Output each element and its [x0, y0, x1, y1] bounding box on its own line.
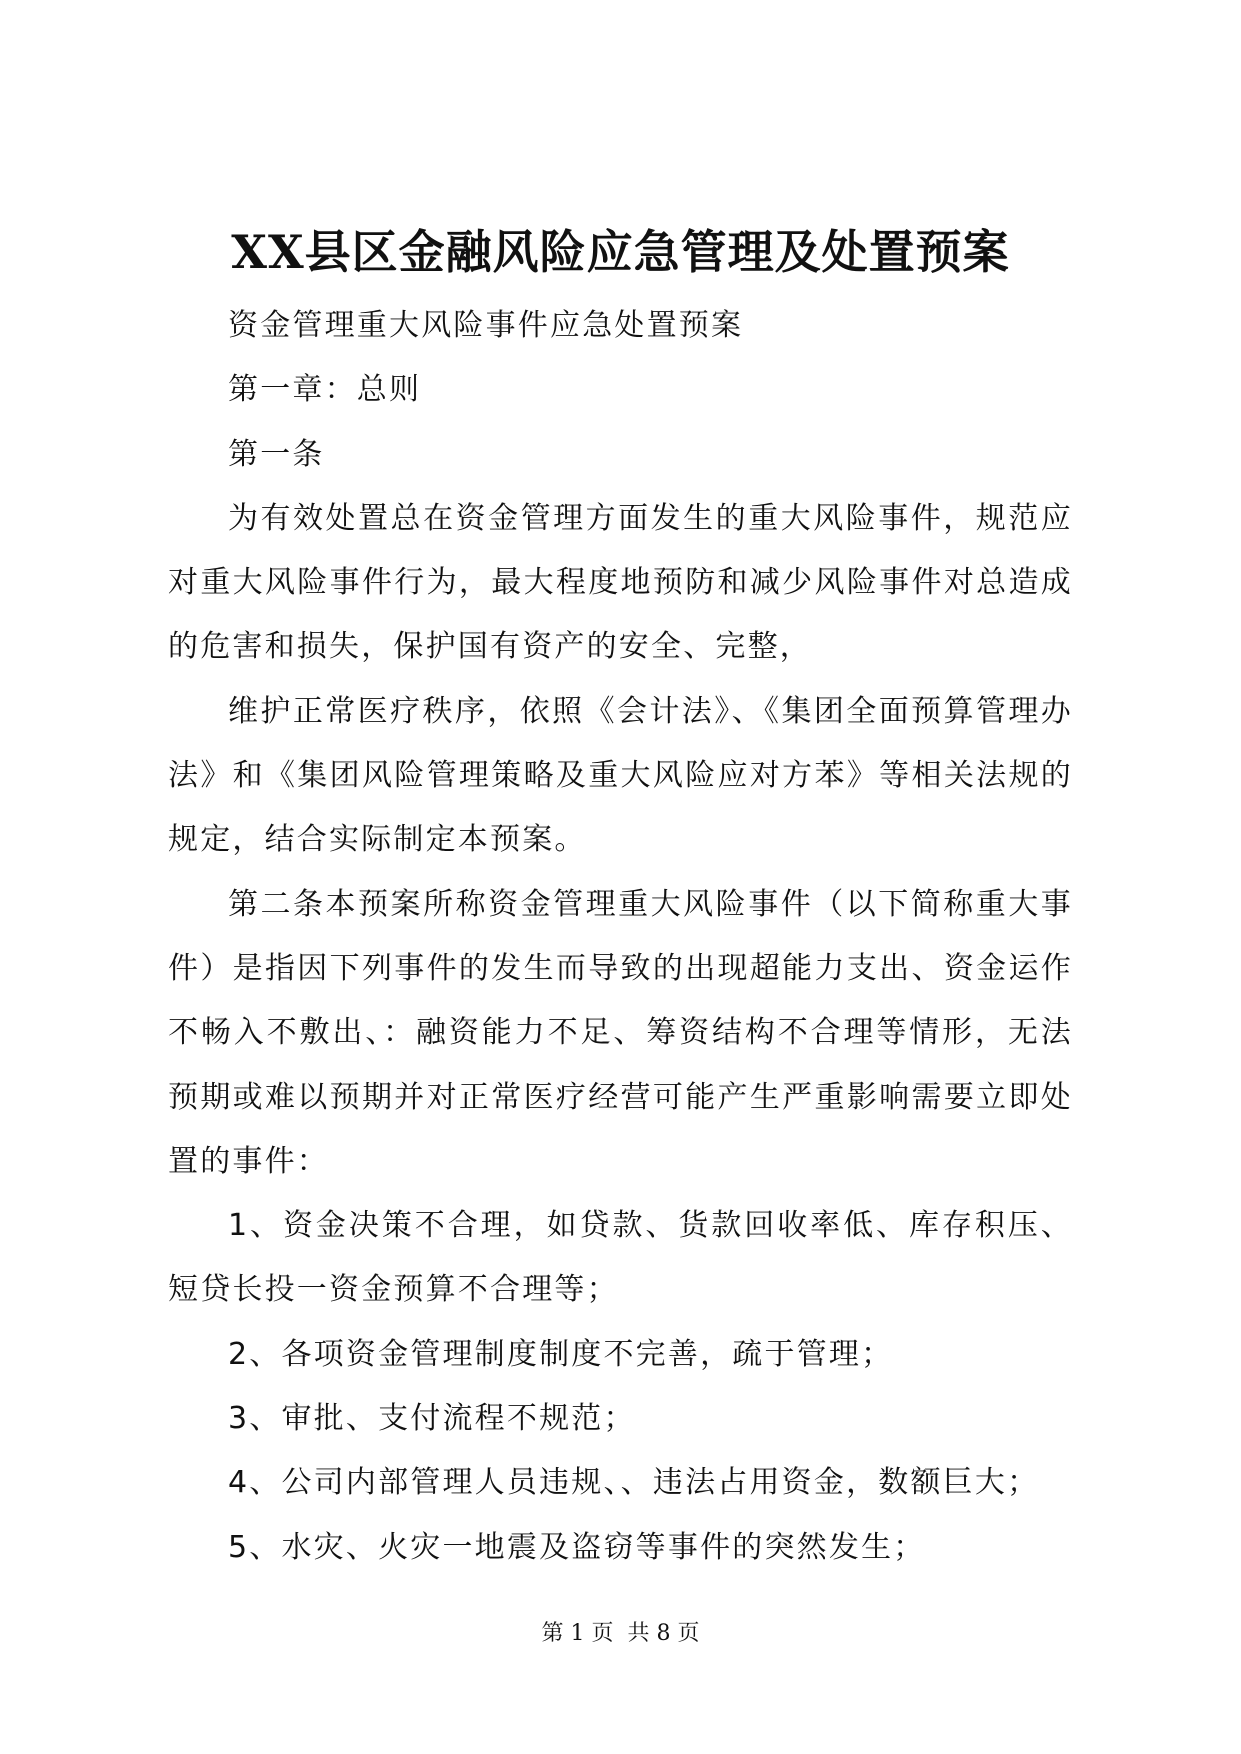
paragraph-chapter-heading: 第一章：总则: [228, 372, 422, 408]
list-item-3: 3、审批、支付流程不规范；: [228, 1401, 636, 1437]
paragraph-article-two: 第二条本预案所称资金管理重大风险事件（以下简称重大事件）是指因下列事件的发生而导致的出现超能力支出、资金运作不畅入不敷出、：融资能力不足、筹资结构不合理等情形，无法预期或难以预期并对正常医疗经营可能产生严重影响需要立即处置的事件：: [168, 886, 1073, 1179]
document-title: XX县区金融风险应急管理及处置预案: [231, 225, 1010, 279]
paragraph-subtitle: 资金管理重大风险事件应急处置预案: [228, 308, 744, 343]
paragraph-purpose: 为有效处置总在资金管理方面发生的重大风险事件，规范应对重大风险事件行为，最大程度地预防和减少风险事件对总造成的危害和损失，保护国有资产的安全、完整，: [168, 500, 1073, 665]
list-item-1: 1、资金决策不合理，如贷款、货款回收率低、库存积压、短贷长投一资金预算不合理等；: [168, 1208, 1073, 1308]
paragraph-legal-basis: 维护正常医疗秩序，依照《会计法》、《集团全面预算管理办法》和《集团风险管理策略及重大风险应对方苯》等相关法规的规定，结合实际制定本预案。: [168, 693, 1073, 858]
list-item-4: 4、公司内部管理人员违规、、违法占用资金，数额巨大；: [228, 1465, 1040, 1501]
document-body: [168, 294, 1073, 1580]
list-item-2: 2、各项资金管理制度制度不完善，疏于管理；: [228, 1336, 894, 1372]
paragraph-article-one-heading: 第一条: [228, 436, 325, 472]
page-number-footer: 第 1 页 共 8 页: [541, 1621, 700, 1646]
list-item-5: 5、水灾、火灾一地震及盗窃等事件的突然发生；: [228, 1529, 926, 1565]
